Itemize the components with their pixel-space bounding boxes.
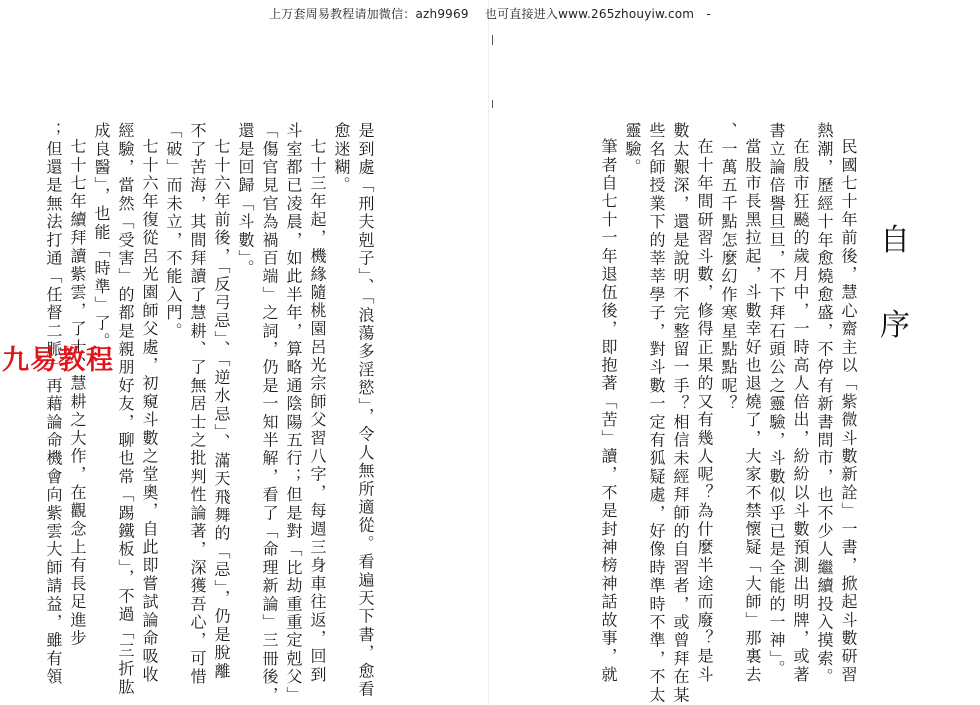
text-column: 書立論倍譽旦旦，不下拜石頭公之靈驗，斗數似乎已是全能的一神」。 bbox=[767, 122, 786, 679]
text-column: 「破」而未立，不能入門。 bbox=[164, 122, 183, 341]
text-column: 七十七年續拜讀紫雲，了士、慧耕之大作，在觀念上有長足進步 bbox=[68, 138, 87, 648]
text-column: 「傷官見官為禍百端」之詞，仍是一知半解，看了「命理新論」三冊後， bbox=[260, 122, 279, 705]
text-column: 當股市長黑拉起，斗數幸好也退燒了，大家不禁懷疑「大師」那裏去 bbox=[743, 138, 762, 684]
title-char-1: 自 bbox=[880, 223, 910, 258]
text-column: 在殷市狂飈的歲月中，一時高人倍出，紛紛以斗數預測出明牌，或著 bbox=[791, 138, 810, 684]
text-column: 筆者自七十一年退伍後，即抱著「苦」讀，不是封神榜神話故事，就 bbox=[599, 138, 618, 684]
text-column: 數太艱深，還是說明不完整留一手？相信未經拜師的自習者，或曾拜在某 bbox=[671, 122, 690, 705]
title-char-2: 序 bbox=[880, 308, 910, 343]
watermark-logo: 九易教程 bbox=[2, 345, 114, 376]
page-fold bbox=[488, 0, 489, 705]
text-column: 是到處「刑夫剋子」、「浪蕩多淫慾」，令人無所適從。看遍天下書，愈看 bbox=[356, 122, 375, 699]
text-column: ；但還是無法打通「任督二脈」再藉論命機會向紫雲大師請益，雖有領 bbox=[44, 122, 63, 687]
text-column: 些名師授業下的莘莘學子，對斗數一定有狐疑處，好像時準時不準，不太 bbox=[647, 122, 666, 705]
text-column: 愈迷糊。 bbox=[332, 122, 351, 195]
right-page bbox=[492, 0, 980, 705]
text-column: 、一萬五千點怎麼幻作寒星點點呢？ bbox=[719, 122, 738, 414]
text-column: 斗室都已凌晨，如此半年，算略通陰陽五行；但是對「比劫重重定剋父」 bbox=[284, 122, 303, 705]
text-column: 在十年間研習斗數，修得正果的又有幾人呢？為什麼半途而廢？是斗 bbox=[695, 138, 714, 684]
text-column: 七十三年起，機緣隨桃園呂光宗師父習八字，每週三身車往返，回到 bbox=[308, 138, 327, 684]
text-column: 不了苦海，其間拜讀了慧耕、了無居士之批判性論著，深獲吾心，可惜 bbox=[188, 122, 207, 687]
text-column: 靈驗。 bbox=[623, 122, 642, 177]
text-column: 七十六年復從呂光園師父處，初窺斗數之堂奧，自此即嘗試論命吸收 bbox=[140, 138, 159, 684]
promo-banner: 上万套周易教程请加微信：azh9969 也可直接进入www.265zhouyiw.com - bbox=[269, 7, 711, 21]
text-column: 民國七十年前後，慧心齋主以「紫微斗數新詮」一書，掀起斗數研習 bbox=[839, 138, 858, 684]
text-column: 成良醫」，也能「時準」了。 bbox=[92, 122, 111, 351]
text-column: 七十六年前後，「反弓忌」、「逆水忌」、滿天飛舞的「忌」，仍是脫離 bbox=[212, 138, 231, 681]
text-column: 經驗，當然「受害」的都是親朋好友，聊也常「踢鐵板」，不過「三折肱 bbox=[116, 122, 135, 697]
text-column: 還是回歸「斗數」。 bbox=[236, 122, 255, 278]
text-column: 熱潮，歷經十年愈燒愈盛，不停有新書問市，也不少人繼續投入摸索。 bbox=[815, 122, 834, 687]
